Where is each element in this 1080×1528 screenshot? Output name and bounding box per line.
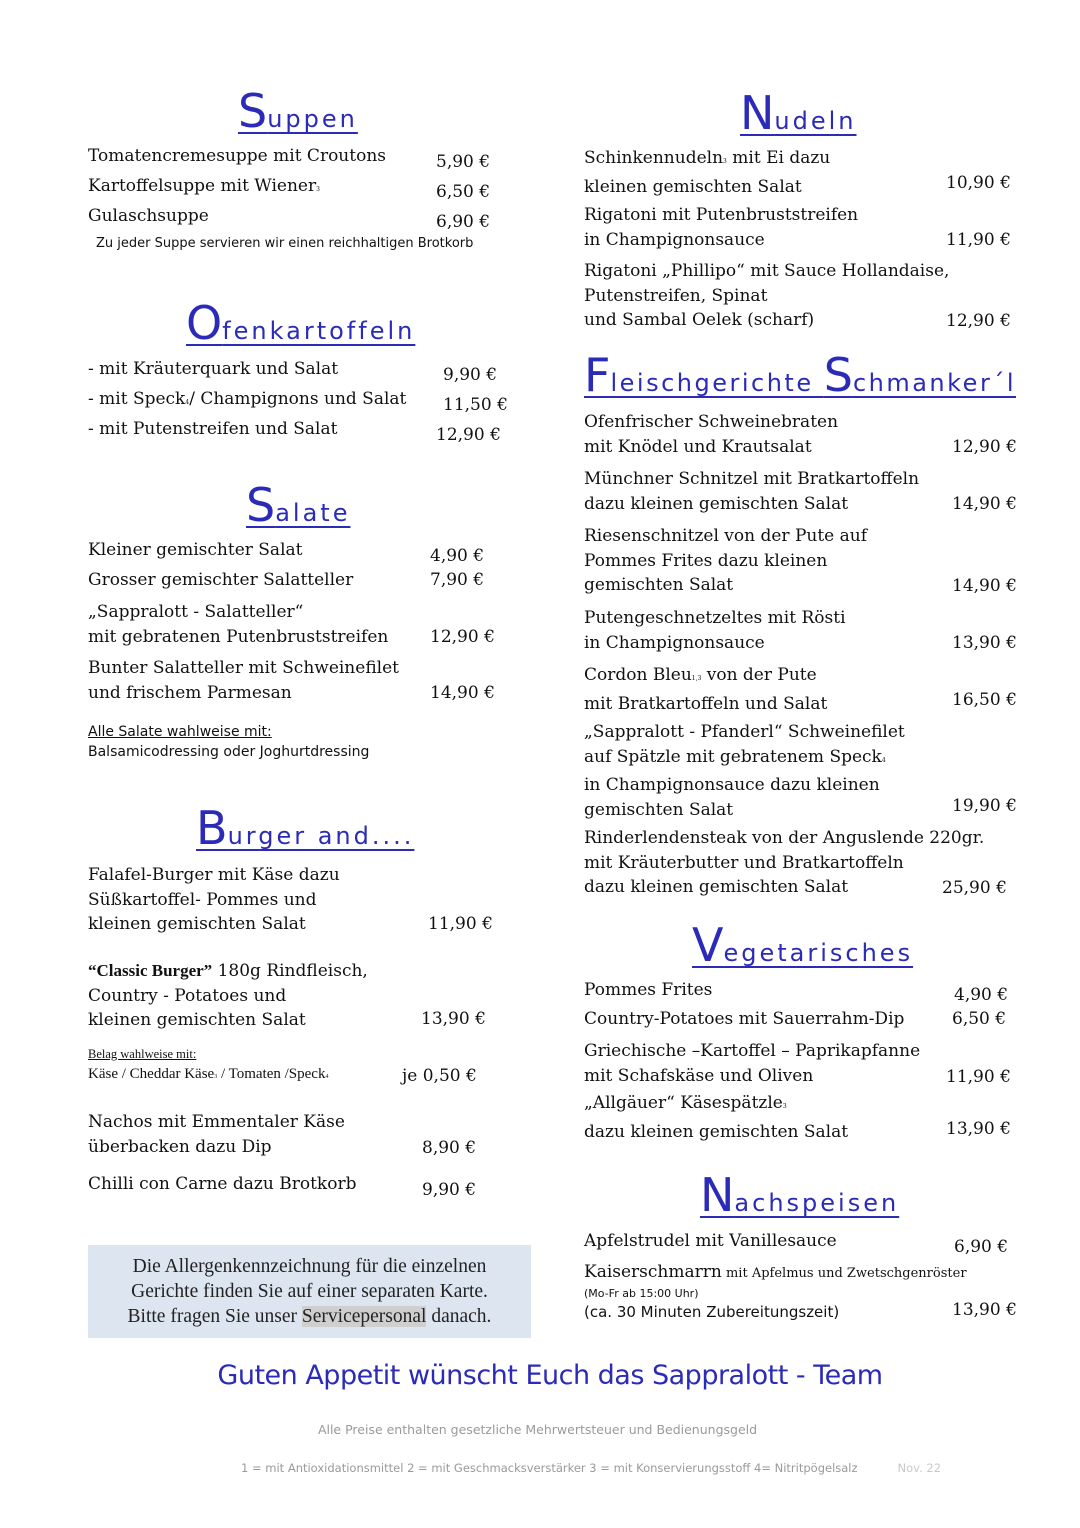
menu-item: Kaiserschmarrn mit Apfelmus und Zwetschgenröster (Mo-Fr ab 15:00 Uhr) (ca. 30 Minuten Zubereitungszeit) 13,90 €	[584, 1262, 1017, 1321]
menu-item: Kartoffelsuppe mit Wiener3 6,50 €	[88, 174, 498, 204]
vegetarisch-list	[584, 978, 1024, 1143]
price: 6,50 €	[952, 1008, 1007, 1029]
price: 6,90 €	[436, 211, 491, 232]
price: 14,90 €	[952, 575, 1017, 596]
price: 4,90 €	[430, 545, 485, 566]
menu-item: Ofenfrischer Schweinebraten mit Knödel und Krautsalat 12,90 €	[584, 410, 1024, 467]
menu-item: “Classic Burger” 180g Rindfleisch, Country - Potatoes und kleinen gemischten Salat 13,90 €	[88, 961, 486, 1030]
menu-item: Rigatoni „Phillipo“ mit Sauce Hollandaise, Putenstreifen, Spinat und Sambal Oelek (scharf) 12,90 €	[584, 259, 1024, 335]
salate-note-heading: Alle Salate wahlweise mit:	[88, 724, 272, 740]
menu-item: „Sappralott - Salatteller“ mit gebratenen Putenbruststreifen 12,90 €	[88, 600, 508, 656]
price: 11,90 €	[946, 229, 1011, 250]
menu-item: „Sappralott - Pfanderl“ Schweinefilet auf Spätzle mit gebratenem Speck4 in Champignonsauce dazu kleinen gemischten Salat 19,90 €	[584, 722, 1017, 820]
price: 12,90 €	[430, 626, 495, 647]
nachspeisen-list	[584, 1229, 1024, 1322]
nudeln-list	[584, 146, 1024, 335]
price: 7,90 €	[430, 569, 485, 590]
section-title-suppen: Suppen	[238, 84, 358, 138]
price: 13,90 €	[952, 1299, 1017, 1320]
price: 11,50 €	[443, 394, 508, 415]
price: 6,50 €	[436, 181, 491, 202]
menu-item: Putengeschnetzeltes mit Rösti in Champignonsauce 13,90 €	[584, 606, 1024, 663]
section-title-nudeln: Nudeln	[740, 86, 857, 140]
suppen-list	[88, 144, 498, 251]
menu-item: Chilli con Carne dazu Brotkorb 9,90 €	[88, 1172, 508, 1202]
salate-list	[88, 538, 508, 760]
fleisch-list	[584, 410, 1024, 902]
section-title-salate: Salate	[246, 478, 351, 532]
menu-item: Apfelstrudel mit Vanillesauce 6,90 €	[584, 1229, 1024, 1259]
menu-item: Riesenschnitzel von der Pute auf Pommes Frites dazu kleinen gemischten Salat 14,90 €	[584, 524, 1024, 606]
price: 4,90 €	[954, 984, 1009, 1005]
price: 14,90 €	[430, 682, 495, 703]
menu-item: Falafel-Burger mit Käse dazu Süßkartoffel- Pommes und kleinen gemischten Salat 11,90 €	[88, 865, 493, 934]
suppen-note: Zu jeder Suppe servieren wir einen reichhaltigen Brotkorb	[96, 236, 474, 251]
menu-item: Pommes Frites 4,90 €	[584, 978, 1024, 1007]
price: 16,50 €	[952, 689, 1017, 710]
menu-item: - mit Putenstreifen und Salat 12,90 €	[88, 417, 508, 447]
belag-heading: Belag wahlweise mit:	[88, 1047, 197, 1061]
burger-list	[88, 863, 508, 1202]
menu-item: - mit Speck4/ Champignons und Salat 11,50 €	[88, 387, 508, 417]
menu-item: „Allgäuer“ Käsespätzle3 dazu kleinen gemischten Salat 13,90 €	[584, 1093, 1011, 1142]
menu-item: Country-Potatoes mit Sauerrahm-Dip 6,50 €	[584, 1008, 1007, 1029]
price: 12,90 €	[436, 424, 501, 445]
price: 14,90 €	[952, 493, 1017, 514]
menu-item: Nachos mit Emmentaler Käse überbacken dazu Dip 8,90 €	[88, 1110, 508, 1162]
price-note: Alle Preise enthalten gesetzliche Mehrwertsteuer und Bedienungsgeld	[317, 1422, 758, 1437]
date-label: Nov. 22	[897, 1461, 942, 1475]
price: 5,90 €	[436, 151, 491, 172]
ofenkartoffeln-list	[88, 357, 508, 447]
menu-item: Kleiner gemischter Salat 4,90 €	[88, 538, 508, 568]
section-title-nachspeisen: Nachspeisen	[700, 1168, 900, 1222]
price: 13,90 €	[946, 1118, 1011, 1139]
additives-legend: 1 = mit Antioxidationsmittel 2 = mit Geschmacksverstärker 3 = mit Konservierungsstoff 4= Nitritpögelsalz Nov. 22	[241, 1461, 942, 1475]
price: 11,90 €	[946, 1066, 1011, 1087]
menu-item: Gulaschsuppe 6,90 €	[88, 204, 498, 234]
price: 19,90 €	[952, 795, 1017, 816]
price: 13,90 €	[421, 1008, 486, 1029]
price: 6,90 €	[954, 1236, 1009, 1257]
price: 8,90 €	[422, 1137, 477, 1158]
menu-item: Grosser gemischter Salatteller 7,90 €	[88, 569, 485, 590]
menu-item: - mit Kräuterquark und Salat 9,90 €	[88, 357, 508, 387]
menu-item: Rigatoni mit Putenbruststreifen in Champignonsauce 11,90 €	[584, 203, 1024, 259]
closing-greeting: Guten Appetit wünscht Euch das Sappralott - Team	[217, 1360, 883, 1391]
price: je 0,50 €	[402, 1065, 477, 1086]
price: 11,90 €	[428, 913, 493, 934]
menu-item: Rinderlendensteak von der Anguslende 220gr. mit Kräuterbutter und Bratkartoffeln dazu kleinen gemischten Salat 25,90 €	[584, 826, 1024, 902]
section-title-vegetarisches: Vegetarisches	[692, 918, 914, 972]
price: 12,90 €	[952, 436, 1017, 457]
menu-item: Bunter Salatteller mit Schweinefilet und frischem Parmesan 14,90 €	[88, 656, 508, 712]
menu-item: Schinkennudeln3 mit Ei dazu kleinen gemischten Salat 10,90 €	[584, 148, 1011, 197]
section-title-ofenkartoffeln: Ofenkartoffeln	[186, 296, 416, 350]
salate-note-text: Balsamicodressing oder Joghurtdressing	[88, 744, 370, 760]
menu-item: Cordon Bleu1,3 von der Pute mit Bratkartoffeln und Salat 16,50 €	[584, 665, 1017, 714]
price: 13,90 €	[952, 632, 1017, 653]
price: 10,90 €	[946, 172, 1011, 193]
price: 9,90 €	[422, 1179, 477, 1200]
price: 12,90 €	[946, 310, 1011, 331]
menu-item: Münchner Schnitzel mit Bratkartoffeln dazu kleinen gemischten Salat 14,90 €	[584, 467, 1024, 524]
price: 25,90 €	[942, 877, 1007, 898]
menu-item: Tomatencremesuppe mit Croutons 5,90 €	[88, 144, 498, 174]
section-title-burger: Burger and....	[196, 801, 415, 855]
allergen-info-box: Die Allergenkennzeichnung für die einzelnen Gerichte finden Sie auf einer separaten Karte. Bitte fragen Sie unser Servicepersonal danach.	[88, 1245, 531, 1338]
price: 9,90 €	[443, 364, 498, 385]
menu-item: Griechische –Kartoffel – Paprikapfanne mit Schafskäse und Oliven 11,90 €	[584, 1039, 1024, 1091]
belag-options: Käse / Cheddar Käse3 / Tomaten /Speck4 je 0,50 €	[88, 1062, 508, 1088]
section-title-fleischgerichte: Fleischgerichte Schmanker´l	[584, 348, 1016, 402]
